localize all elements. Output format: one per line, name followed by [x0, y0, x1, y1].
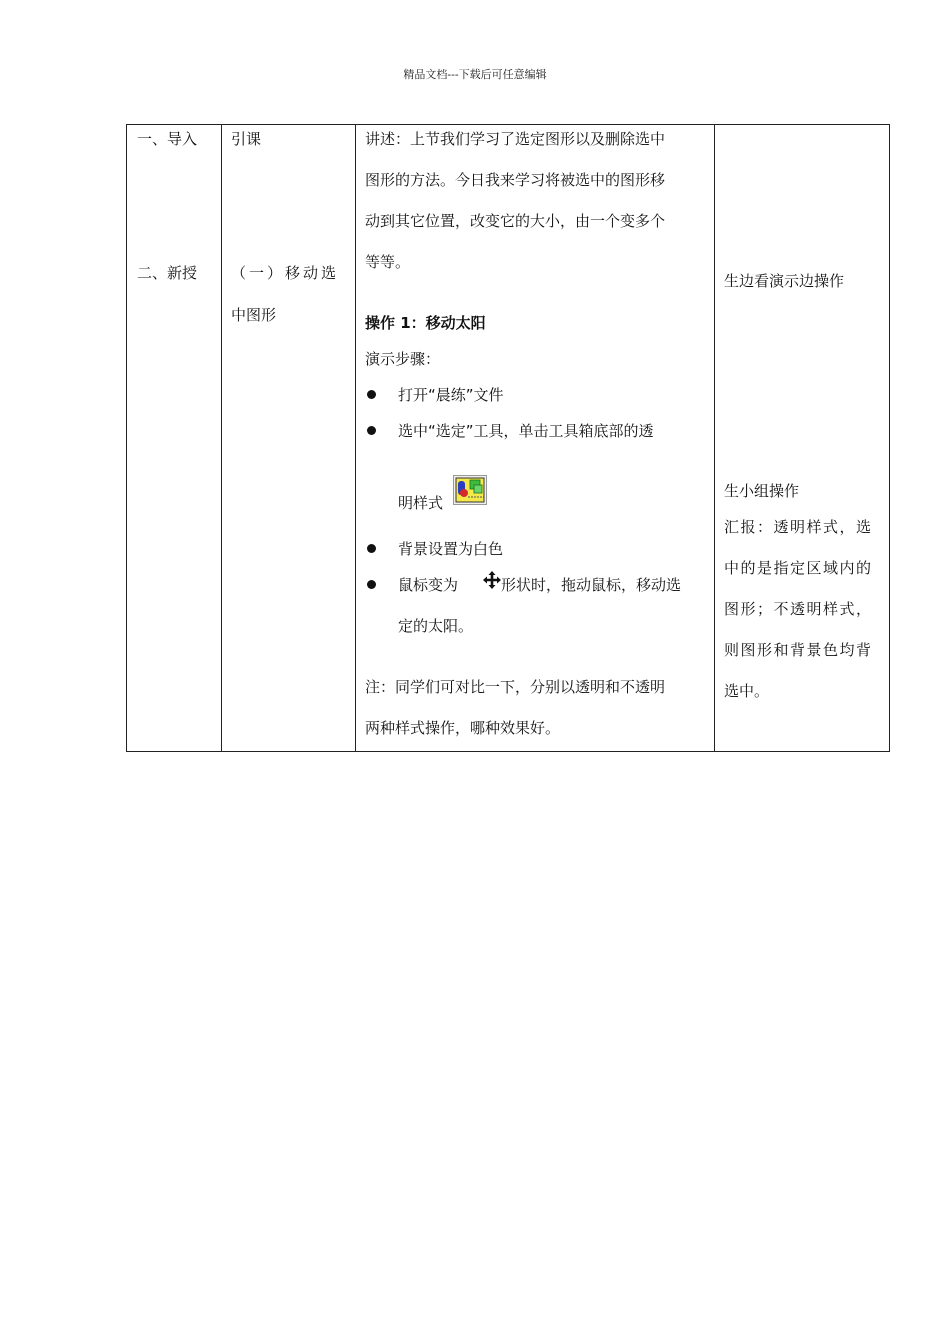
student-activity-group: 生小组操作	[724, 482, 800, 500]
steps-label: 演示步骤：	[365, 350, 441, 368]
step-drag-suffix: 形状时，拖动鼠标，移动选	[501, 576, 682, 594]
column-divider	[714, 125, 715, 751]
section-intro: 一、导入	[137, 130, 198, 148]
step-background-white: 背景设置为白色	[398, 540, 504, 558]
note-line2: 两种样式操作，哪种效果好。	[365, 719, 561, 737]
bullet-dot	[367, 390, 376, 399]
note-line1: 注：同学们可对比一下，分别以透明和不透明	[365, 678, 666, 696]
report-line: 选中。	[724, 682, 770, 700]
bullet-dot	[367, 426, 376, 435]
segment-title-line1: （一）移动选	[231, 264, 340, 282]
bullet-dot	[367, 544, 376, 553]
report-line: 图形；不透明样式，	[724, 600, 873, 618]
segment-title-line2: 中图形	[231, 306, 277, 324]
step-select-tool-line1: 选中“选定”工具，单击工具箱底部的透	[398, 422, 654, 440]
intro-text-line: 图形的方法。今日我来学习将被选中的图形移	[365, 171, 666, 189]
segment-lead-in: 引课	[231, 130, 262, 148]
column-divider	[221, 125, 222, 751]
step-drag-line2: 定的太阳。	[398, 617, 474, 635]
student-activity-watch: 生边看演示边操作	[724, 272, 845, 290]
bullet-dot	[367, 580, 376, 589]
intro-text-line: 等等。	[365, 253, 411, 271]
step-open-file: 打开“晨练”文件	[398, 386, 504, 404]
intro-text-line: 动到其它位置，改变它的大小，由一个变多个	[365, 212, 666, 230]
report-line: 中的是指定区域内的	[724, 559, 873, 577]
intro-text-line: 讲述：上节我们学习了选定图形以及删除选中	[365, 130, 666, 148]
column-divider	[355, 125, 356, 751]
move-cursor-icon	[483, 571, 501, 589]
lesson-plan-table	[126, 124, 890, 752]
step-drag-prefix: 鼠标变为	[398, 576, 459, 594]
operation-title: 操作 1：移动太阳	[365, 314, 486, 332]
section-new-lesson: 二、新授	[137, 264, 198, 282]
report-line: 汇报：透明样式，选	[724, 518, 873, 536]
transparent-style-tool-icon	[453, 475, 487, 505]
report-line: 则图形和背景色均背	[724, 641, 873, 659]
page-header: 精品文档---下载后可任意编辑	[403, 68, 547, 81]
step-select-tool-line2: 明样式	[398, 494, 444, 512]
